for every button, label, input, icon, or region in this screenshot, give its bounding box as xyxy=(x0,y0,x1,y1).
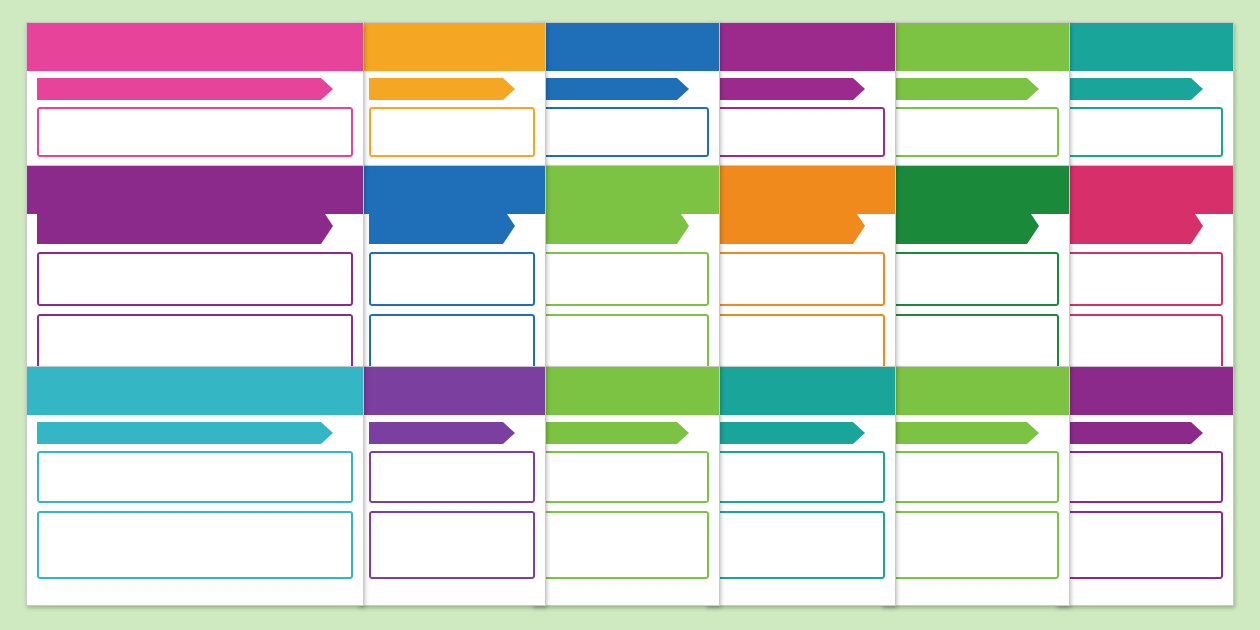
poster-card[interactable] xyxy=(706,22,896,166)
examples-panel xyxy=(1067,314,1223,367)
learning-objective xyxy=(893,451,1059,503)
learning-objective xyxy=(717,107,885,157)
poster-card[interactable] xyxy=(532,22,720,166)
poster-card[interactable] xyxy=(358,366,546,606)
learning-banner xyxy=(717,78,865,100)
learning-banner xyxy=(543,422,689,444)
examples-panel xyxy=(893,511,1059,579)
poster-header xyxy=(1057,166,1233,214)
learning-banner xyxy=(1067,208,1203,244)
learning-objective xyxy=(1067,252,1223,306)
learning-objective xyxy=(893,252,1059,306)
learning-banner xyxy=(37,208,333,244)
examples-panel xyxy=(369,511,535,579)
learning-banner xyxy=(893,422,1039,444)
learning-banner xyxy=(1067,78,1203,100)
examples-panel xyxy=(543,511,709,579)
poster-header xyxy=(533,367,719,415)
learning-banner xyxy=(717,208,865,244)
examples-panel xyxy=(543,314,709,367)
examples-panel xyxy=(717,511,885,579)
poster-header xyxy=(359,166,545,214)
poster-header xyxy=(1057,23,1233,71)
learning-objective xyxy=(37,252,353,306)
examples-panel xyxy=(37,314,353,367)
poster-header xyxy=(359,367,545,415)
examples-panel xyxy=(893,314,1059,367)
learning-banner xyxy=(369,78,515,100)
learning-objective xyxy=(37,451,353,503)
poster-card[interactable] xyxy=(358,22,546,166)
poster-card[interactable] xyxy=(706,165,896,367)
examples-panel xyxy=(369,314,535,367)
learning-objective xyxy=(369,451,535,503)
poster-header xyxy=(27,23,363,71)
learning-objective xyxy=(717,451,885,503)
learning-banner xyxy=(543,78,689,100)
learning-objective xyxy=(543,451,709,503)
poster-card[interactable] xyxy=(1056,165,1234,367)
poster-card[interactable] xyxy=(532,165,720,367)
poster-header xyxy=(707,166,895,214)
learning-objective xyxy=(37,107,353,157)
poster-card[interactable] xyxy=(26,366,364,606)
poster-card[interactable] xyxy=(26,22,364,166)
learning-banner xyxy=(717,422,865,444)
learning-objective xyxy=(543,252,709,306)
poster-card[interactable] xyxy=(1056,22,1234,166)
poster-header xyxy=(1057,367,1233,415)
poster-header xyxy=(707,23,895,71)
poster-header xyxy=(883,23,1069,71)
poster-header xyxy=(533,166,719,214)
learning-banner xyxy=(37,422,333,444)
examples-panel xyxy=(1067,511,1223,579)
poster-card[interactable] xyxy=(882,165,1070,367)
poster-header xyxy=(883,166,1069,214)
learning-objective xyxy=(1067,107,1223,157)
poster-card[interactable] xyxy=(1056,366,1234,606)
poster-card[interactable] xyxy=(26,165,364,367)
poster-header xyxy=(359,23,545,71)
poster-card[interactable] xyxy=(706,366,896,606)
learning-objective xyxy=(369,252,535,306)
poster-card[interactable] xyxy=(882,22,1070,166)
learning-objective xyxy=(543,107,709,157)
poster-card[interactable] xyxy=(882,366,1070,606)
poster-header xyxy=(27,166,363,214)
poster-header xyxy=(883,367,1069,415)
poster-header xyxy=(533,23,719,71)
learning-objective xyxy=(717,252,885,306)
learning-banner xyxy=(369,422,515,444)
learning-banner xyxy=(369,208,515,244)
learning-banner xyxy=(893,78,1039,100)
learning-objective xyxy=(893,107,1059,157)
examples-panel xyxy=(717,314,885,367)
examples-panel xyxy=(37,511,353,579)
learning-banner xyxy=(893,208,1039,244)
poster-header xyxy=(707,367,895,415)
learning-objective xyxy=(369,107,535,157)
learning-banner xyxy=(543,208,689,244)
poster-card[interactable] xyxy=(358,165,546,367)
learning-banner xyxy=(37,78,333,100)
learning-banner xyxy=(1067,422,1203,444)
poster-header xyxy=(27,367,363,415)
learning-objective xyxy=(1067,451,1223,503)
poster-card[interactable] xyxy=(532,366,720,606)
